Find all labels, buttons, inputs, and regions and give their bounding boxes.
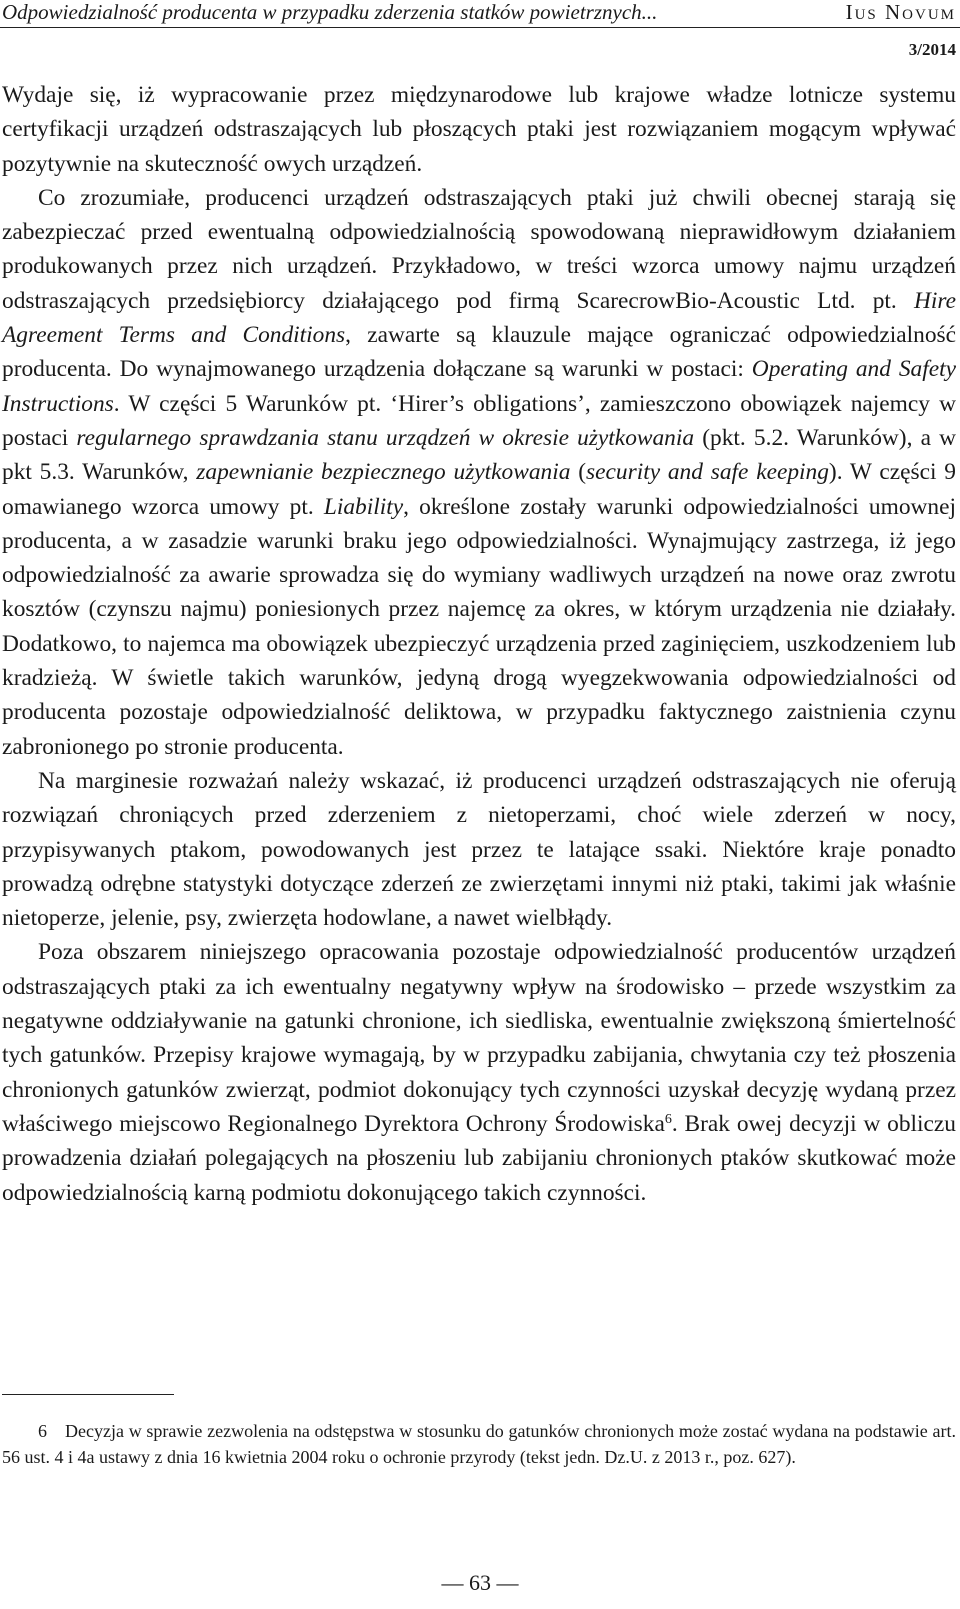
text-run: Wydaje się, iż wypracowanie przez międzynarodowe lub krajowe władze lotnicze systemu certyfikacji urządzeń odstraszających lub płoszących ptaki jest rozwiązaniem mogącym wpływać pozytywnie na skuteczność owych urządzeń. xyxy=(2,82,956,177)
italic-run: Liability xyxy=(323,493,404,520)
issue-number: 3/2014 xyxy=(908,40,956,59)
italic-run: Hire Agreement Terms and Conditions xyxy=(2,287,956,349)
text-run: ). W części 9 omawianego wzorca umowy pt. xyxy=(2,459,956,520)
text-run: , określone zostały warunki odpowiedzialności umownej producenta, a w zasadzie warunki braku jego odpowiedzialności. Wynajmujący zastrzega, iż jego odpowiedzialność za awarie sprowadza się do wymiany wadliwych urządzeń na nowe oraz zwrotu kosztów (czynszu najmu) poniesionych przez najemcę za okres, w którym urządzenia nie działały. Dodatkowo, to najemca ma obowiązek ubezpieczyć urządzenia przed zaginięciem, uszkodzeniem lub kradzieżą. W świetle takich warunków, jedyną drogą wyegzekwowania odpowiedzialności od producenta pozostaje odpowiedzialność deliktowa, w przypadku faktycznego zaistnienia czynu zabronionego po stronie producenta. xyxy=(2,493,956,760)
footnote-number: 6 xyxy=(38,1421,47,1441)
text-run: . W części 5 Warunków pt. ‘Hirer’s obligations’, zamieszczono obowiązek najemcy w postaci xyxy=(2,390,956,451)
italic-run: Operating and Safety Instructions xyxy=(2,356,956,417)
header-rule xyxy=(0,27,960,28)
text-run: Poza obszarem niniejszego opracowania pozostaje odpowiedzialność producentów urządzeń odstraszających ptaki za ich ewentualny negatywny wpływ na środowisko – przede wszystkim za negatywne oddziaływanie na gatunki chronione, ich siedliska, ewentualnie zwiększoną śmiertelność tych gatunków. Przepisy krajowe wymagają, by w przypadku zabijania, chwytania czy też płoszenia chronionych gatunków zwierząt, podmiot dokonujący tych czynności uzyskał decyzję wydaną przez właściwego miejscowo Regionalnego Dyrektora Ochrony Środowiska xyxy=(2,939,956,1137)
paragraph xyxy=(2,764,956,935)
page-number: — 63 — xyxy=(441,1570,519,1595)
page-header xyxy=(0,0,960,28)
text-run: . Brak owej decyzji w obliczu prowadzenia działań polegających na płoszeniu lub zabijaniu chronionych ptaków skutkować może odpowiedzialnością karną podmiotu dokonującego takich czynności. xyxy=(2,1110,956,1206)
text-run: ( xyxy=(570,459,587,486)
footnote-rule xyxy=(2,1394,174,1395)
paragraph xyxy=(2,935,956,1209)
body-text xyxy=(2,78,956,1210)
text-run: , zawarte są klauzule mające ograniczać odpowiedzialność producenta. Do wynajmowanego urządzenia dołączane są warunki w postaci: xyxy=(2,322,956,383)
footnote-reference[interactable]: 6 xyxy=(664,1111,672,1127)
footnote-text: Decyzja w sprawie zezwolenia na odstępstwa w stosunku do gatunków chronionych może zostać wydana na podstawie art. 56 ust. 4 i 4a ustawy z dnia 16 kwietnia 2004 roku o ochronie przyrody (tekst jedn. Dz.U. z 2013 r., poz. 627). xyxy=(2,1421,956,1467)
text-run: (pkt. 5.2. Warunków), a w pkt 5.3. Warunków, xyxy=(2,424,956,486)
italic-run: security and safe keeping xyxy=(586,459,829,486)
text-run: Co zrozumiałe, producenci urządzeń odstraszających ptaki już chwili obecnej starają się zabezpieczać przed ewentualną odpowiedzialnością spowodowaną nieprawidłowym działaniem produkowanych przez nich urządzeń. Przykładowo, w treści wzorca umowy najmu urządzeń odstraszających przedsiębiorcy działającego pod firmą ScarecrowBio-Acoustic Ltd. pt. xyxy=(2,184,956,314)
italic-run: regularnego sprawdzania stanu urządzeń w okresie użytkowania xyxy=(76,424,695,451)
journal-name: Ius Novum xyxy=(845,0,956,24)
footnote xyxy=(2,1418,956,1470)
paragraph xyxy=(2,78,956,181)
italic-run: zapewnianie bezpiecznego użytkowania xyxy=(196,459,571,486)
text-run: Na marginesie rozważań należy wskazać, iż producenci urządzeń odstraszających nie oferują rozwiązań chroniących przed zderzeniem z nietoperzami, choć wiele zderzeń w nocy, przypisywanych ptakom, powodowanych jest przez te latające ssaki. Niektóre kraje ponadto prowadzą odrębne statystyki dotyczące zderzeń ze zwierzętami innymi niż ptaki, takimi jak właśnie nietoperze, jelenie, psy, zwierzęta hodowlane, a nawet wielbłądy. xyxy=(2,767,956,932)
paragraph xyxy=(2,181,956,764)
running-title: Odpowiedzialność producenta w przypadku zderzenia statków powietrznych... xyxy=(2,0,658,24)
